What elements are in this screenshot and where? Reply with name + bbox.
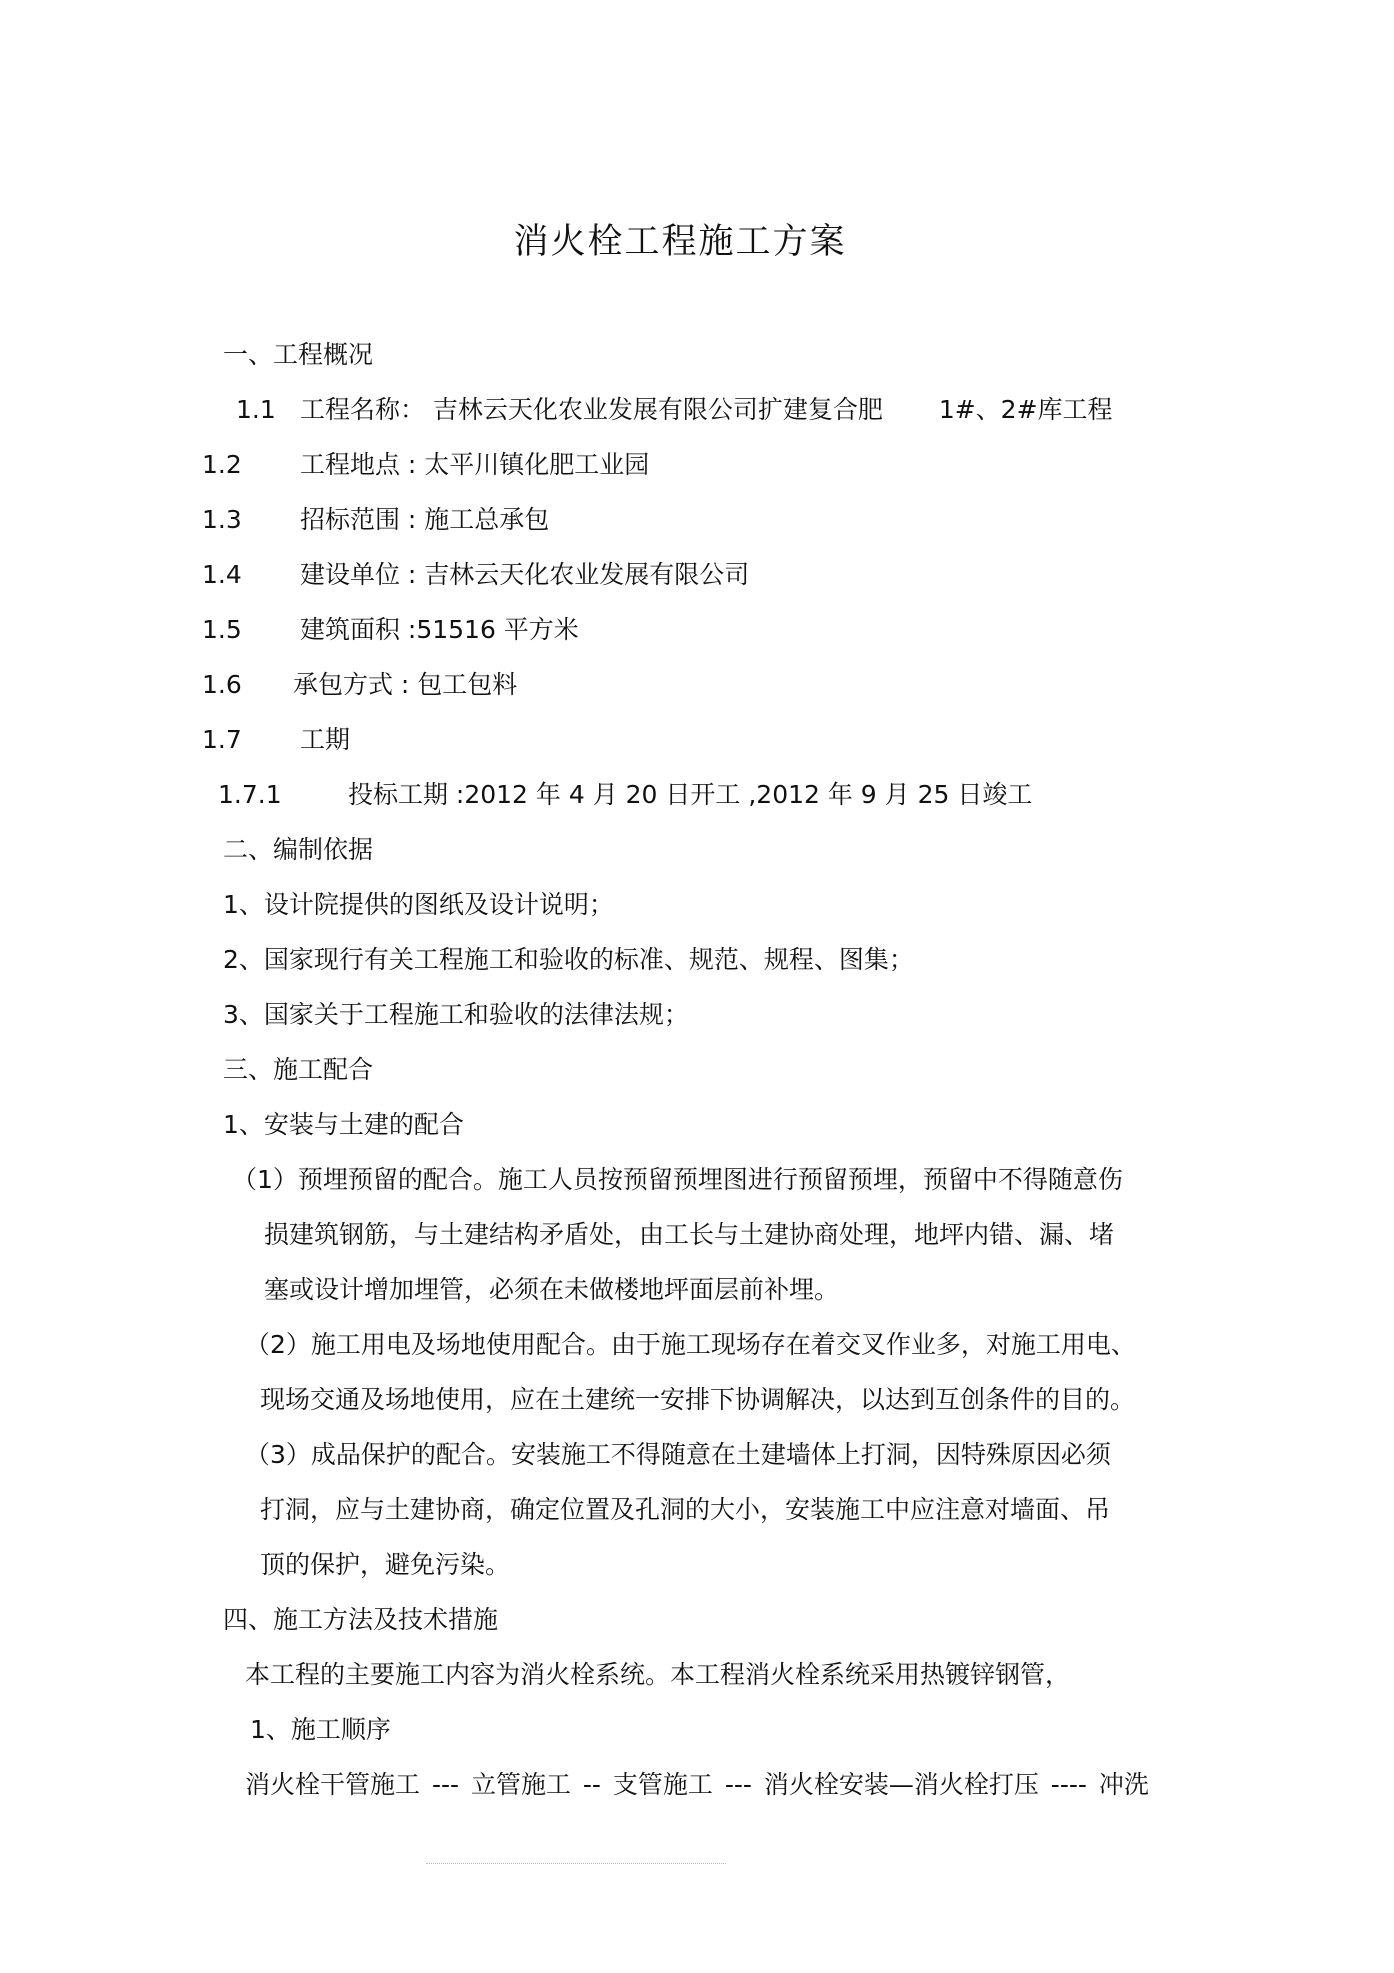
item-1-7 [202, 723, 350, 757]
paragraph-line: 损建筑钢筋，与土建结构矛盾处，由工长与土建协商处理，地坪内错、漏、堵 [264, 1220, 1115, 1249]
list-item: 2、国家现行有关工程施工和验收的标准、规范、规程、图集； [223, 945, 914, 974]
footer-divider [426, 1863, 726, 1864]
item-text: 建筑面积 :51516 平方米 [299, 615, 579, 644]
page-title: 消火栓工程施工方案 [513, 222, 847, 262]
item-text: 投标工期 :2012 年 4 月 20 日开工 ,2012 年 9 月 25 日竣工 [347, 780, 1033, 809]
item-1-4 [202, 558, 749, 592]
item-number: 1.4 [202, 560, 242, 589]
paragraph-line: 打洞，应与土建协商，确定位置及孔洞的大小，安装施工中应注意对墙面、吊 [260, 1495, 1111, 1524]
subheading: 1、施工顺序 [250, 1715, 391, 1744]
item-text: 工程名称： 吉林云天化农业发展有限公司扩建复合肥 [299, 395, 883, 424]
item-number: 1.7.1 [218, 780, 282, 809]
paragraph-line: 现场交通及场地使用，应在土建统一安排下协调解决，以达到互创条件的目的。 [260, 1385, 1136, 1414]
paragraph-line: （3）成品保护的配合。安装施工不得随意在土建墙体上打洞，因特殊原因必须 [245, 1440, 1111, 1469]
paragraph-line: 本工程的主要施工内容为消火栓系统。本工程消火栓系统采用热镀锌钢管， [245, 1660, 1071, 1689]
paragraph-line: （1）预埋预留的配合。施工人员按预留预埋图进行预留预埋，预留中不得随意伤 [232, 1165, 1123, 1194]
item-1-7-1 [218, 778, 1032, 812]
paragraph-line: 顶的保护，避免污染。 [260, 1550, 511, 1579]
list-item: 1、设计院提供的图纸及设计说明； [223, 890, 614, 919]
item-text: 建设单位 : 吉林云天化农业发展有限公司 [299, 560, 750, 589]
item-text: 工程地点 : 太平川镇化肥工业园 [299, 450, 650, 479]
section-heading-1: 一、工程概况 [223, 340, 374, 369]
item-text: 工期 [299, 725, 350, 754]
section-heading-4: 四、施工方法及技术措施 [223, 1605, 499, 1634]
item-text: 招标范围 : 施工总承包 [299, 505, 550, 534]
subheading: 1、安装与土建的配合 [223, 1110, 464, 1139]
item-number: 1.3 [202, 505, 242, 534]
item-1-6 [202, 668, 517, 702]
item-text-tail: 1#、2#库工程 [938, 395, 1113, 424]
section-heading-3: 三、施工配合 [223, 1055, 374, 1084]
sequence-line: 消火栓干管施工 --- 立管施工 -- 支管施工 --- 消火栓安装—消火栓打压 ---- 冲洗 [245, 1770, 1149, 1799]
item-1-2 [202, 448, 649, 482]
item-1-1 [236, 393, 1113, 427]
paragraph-line: （2）施工用电及场地使用配合。由于施工现场存在着交叉作业多，对施工用电、 [245, 1330, 1136, 1359]
paragraph-line: 塞或设计增加埋管，必须在未做楼地坪面层前补埋。 [264, 1275, 840, 1304]
item-1-3 [202, 503, 549, 537]
list-item: 3、国家关于工程施工和验收的法律法规； [223, 1000, 689, 1029]
item-1-5 [202, 613, 579, 647]
item-text: 承包方式 : 包工包料 [292, 670, 518, 699]
item-number: 1.5 [202, 615, 242, 644]
section-heading-2: 二、编制依据 [223, 835, 374, 864]
item-number: 1.6 [202, 670, 242, 699]
item-number: 1.1 [236, 395, 276, 424]
item-number: 1.7 [202, 725, 242, 754]
item-number: 1.2 [202, 450, 242, 479]
